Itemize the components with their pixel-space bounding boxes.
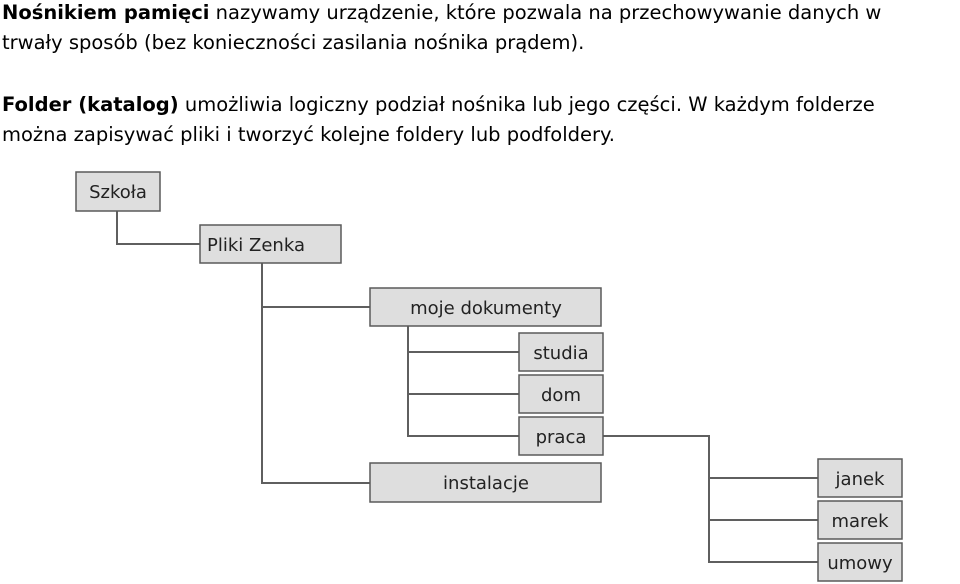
connector-szkola-pliki (117, 211, 200, 244)
folder-label-studia: studia (533, 343, 589, 364)
folder-label-szkola: Szkoła (89, 182, 147, 203)
folder-node-pliki-zenka (200, 225, 341, 263)
folder-label-praca: praca (535, 427, 587, 448)
folder-node-praca (519, 417, 603, 455)
intro-text-2: trwały sposób (bez konieczności zasilania nośnika prądem). (2, 31, 585, 54)
folder-node-moje-dokumenty (370, 288, 601, 326)
folder-label-marek: marek (831, 511, 889, 532)
folder-text-2: można zapisywać pliki i tworzyć kolejne foldery lub podfoldery. (2, 123, 616, 146)
folder-label-instalacje: instalacje (443, 473, 529, 494)
folder-label-dom: dom (541, 385, 581, 406)
folder-node-janek (818, 459, 902, 497)
intro-text-1: nazywamy urządzenie, które pozwala na przechowywanie danych w (209, 1, 882, 24)
folder-node-marek (818, 501, 902, 539)
folder-label-janek: janek (835, 469, 885, 490)
folder-term: Folder (katalog) (2, 93, 179, 116)
folder-node-umowy (818, 543, 902, 581)
connector-praca-children (603, 436, 818, 562)
folder-label-pliki-zenka: Pliki Zenka (207, 235, 305, 256)
folder-label-umowy: umowy (827, 553, 893, 574)
intro-term: Nośnikiem pamięci (2, 1, 210, 24)
connector-pliki-children (262, 263, 370, 483)
folder-node-studia (519, 333, 603, 371)
folder-node-dom (519, 375, 603, 413)
folder-node-szkola (76, 172, 160, 211)
connector-moje-children (408, 326, 519, 436)
folder-text-1: umożliwia logiczny podział nośnika lub jego części. W każdym folderze (178, 93, 875, 116)
folder-node-instalacje (370, 463, 601, 502)
folder-label-moje-dokumenty: moje dokumenty (410, 298, 562, 319)
